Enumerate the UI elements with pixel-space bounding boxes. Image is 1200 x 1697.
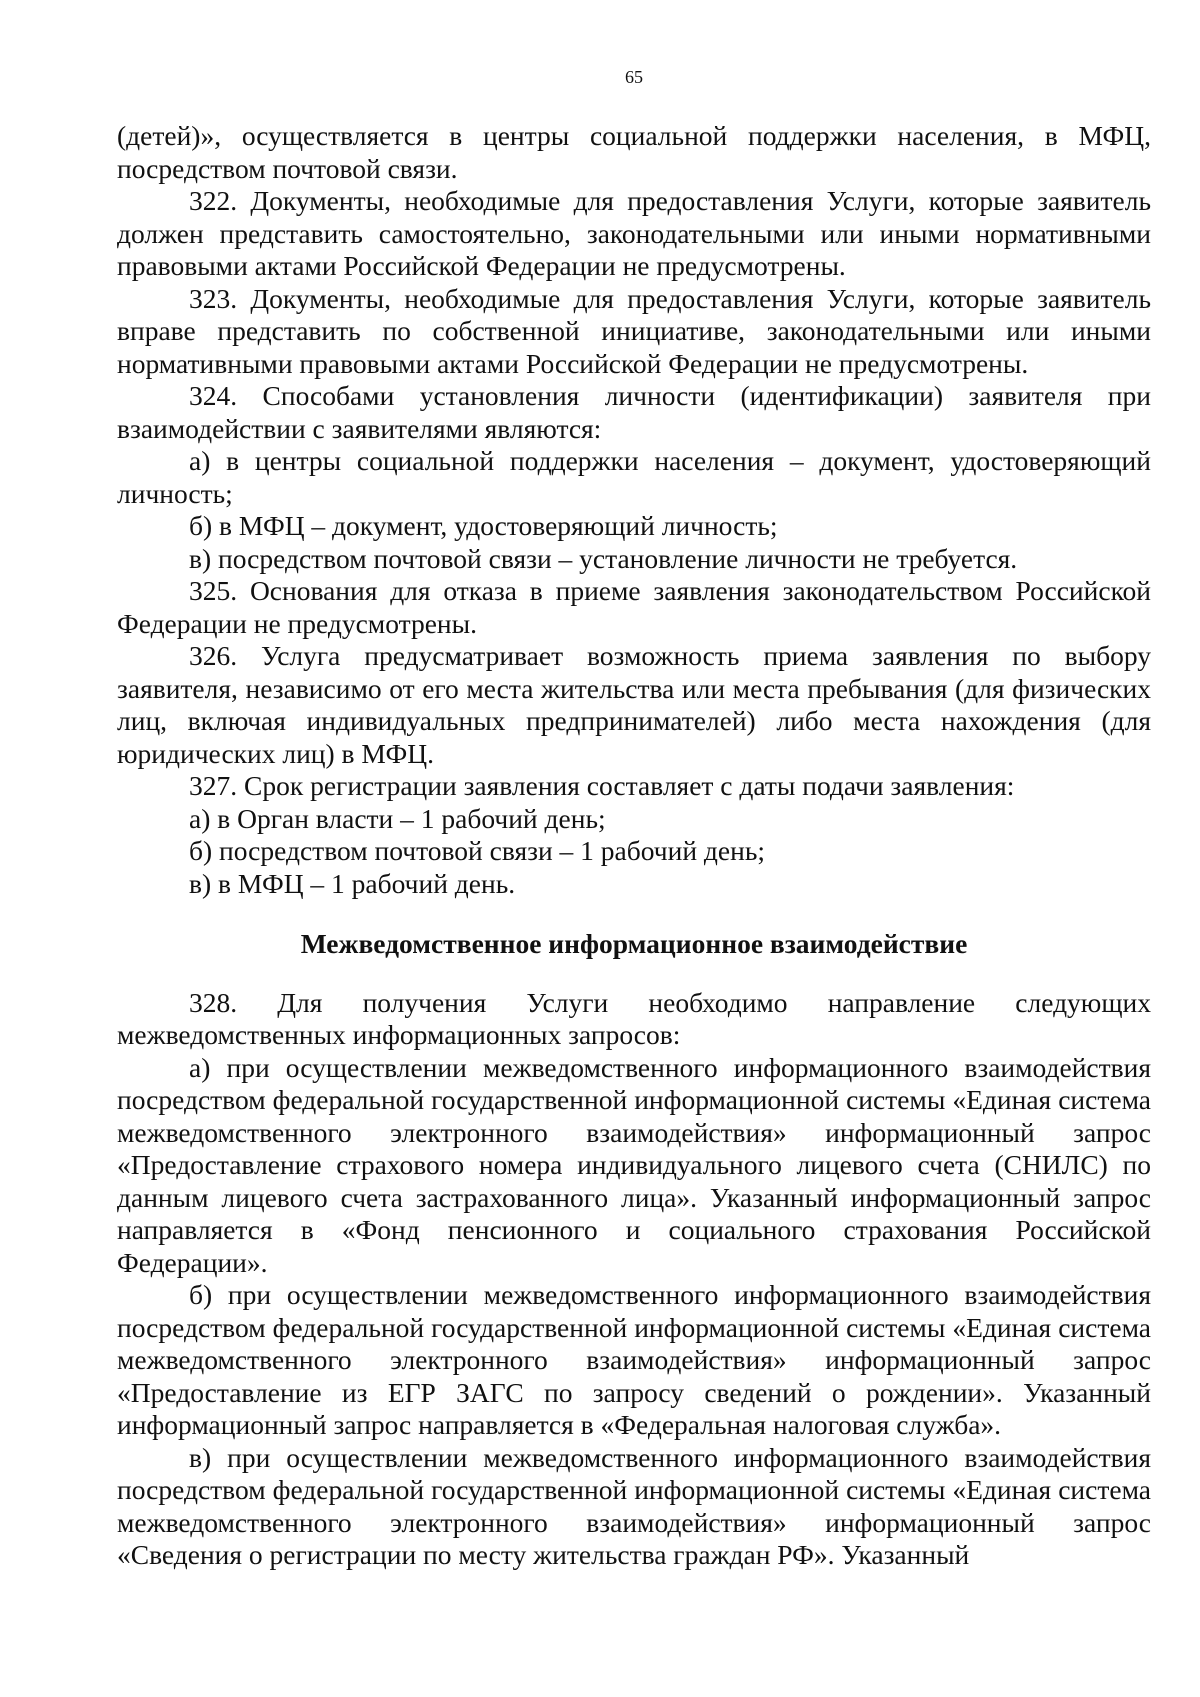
- paragraph-continuation: (детей)», осуществляется в центры социальной поддержки населения, в МФЦ, посредством почтовой связи.: [117, 120, 1151, 184]
- paragraph-328: 328. Для получения Услуги необходимо направление следующих межведомственных информационных запросов:: [117, 986, 1151, 1050]
- paragraph-328-v: в) при осуществлении межведомственного информационного взаимодействия посредством федеральной государственной информационной системы «Единая система межведомственного электронного взаимодействия» информационный запрос «Сведения о регистрации по месту жительства граждан РФ». Указанный: [117, 1441, 1151, 1570]
- paragraph-327-b: б) посредством почтовой связи – 1 рабочий день;: [189, 835, 766, 866]
- paragraph-324-a: а) в центры социальной поддержки населения – документ, удостоверяющий личность;: [117, 445, 1151, 509]
- paragraph-326: 326. Услуга предусматривает возможность приема заявления по выбору заявителя, независимо от его места жительства или места пребывания (для физических лиц, включая индивидуальных предпринимателей) либо места нахождения (для юридических лиц) в МФЦ.: [117, 640, 1151, 769]
- paragraph-324: 324. Способами установления личности (идентификации) заявителя при взаимодействии с заявителями являются:: [117, 380, 1151, 444]
- paragraph-324-b: б) в МФЦ – документ, удостоверяющий личность;: [189, 510, 778, 541]
- paragraph-322: 322. Документы, необходимые для предоставления Услуги, которые заявитель должен представить самостоятельно, законодательными или иными нормативными правовыми актами Российской Федерации не предусмотрены.: [117, 185, 1151, 281]
- paragraph-328-a: а) при осуществлении межведомственного информационного взаимодействия посредством федеральной государственной информационной системы «Единая система межведомственного электронного взаимодействия» информационный запрос «Предоставление страхового номера индивидуального лицевого счета (СНИЛС) по данным лицевого счета застрахованного лица». Указанный информационный запрос направляется в «Фонд пенсионного и социального страхования Российской Федерации».: [117, 1051, 1151, 1278]
- paragraph-327-v: в) в МФЦ – 1 рабочий день.: [189, 867, 516, 899]
- page-number: 65: [625, 67, 643, 87]
- paragraph-324-v: в) посредством почтовой связи – установление личности не требуется.: [189, 542, 1018, 574]
- paragraph-325: 325. Основания для отказа в приеме заявления законодательством Российской Федерации не предусмотрены.: [117, 575, 1151, 639]
- paragraph-327-a: а) в Орган власти – 1 рабочий день;: [189, 802, 606, 834]
- paragraph-323: 323. Документы, необходимые для предоставления Услуги, которые заявитель вправе представить по собственной инициативе, законодательными или иными нормативными правовыми актами Российской Федерации не предусмотрены.: [117, 282, 1151, 379]
- paragraphs-after: [117, 987, 1151, 1572]
- paragraph-328-b: б) при осуществлении межведомственного информационного взаимодействия посредством федеральной государственной информационной системы «Единая система межведомственного электронного взаимодействия» информационный запрос «Предоставление из ЕГР ЗАГС по запросу сведений о рождении». Указанный информационный запрос направляется в «Федеральная налоговая служба».: [117, 1279, 1151, 1440]
- document-body: [117, 120, 1151, 1572]
- section-heading: Межведомственное информационное взаимодействие: [300, 928, 968, 959]
- paragraph-327: 327. Срок регистрации заявления составляет с даты подачи заявления:: [189, 770, 1015, 801]
- paragraphs-before: [117, 120, 1151, 900]
